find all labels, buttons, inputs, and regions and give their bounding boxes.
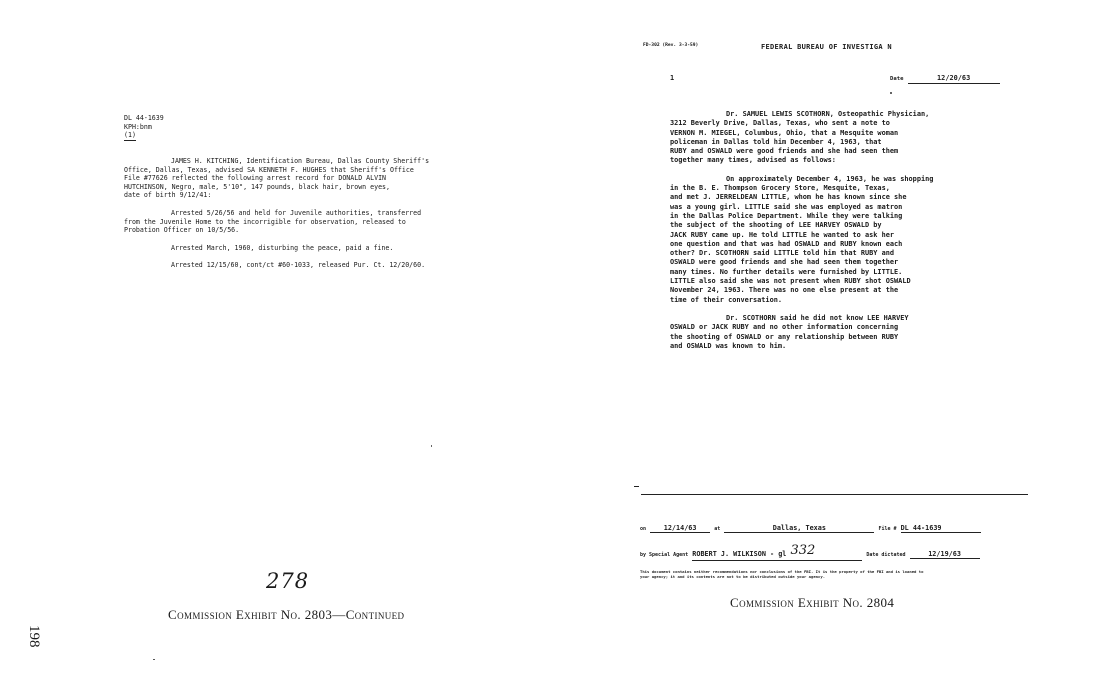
scan-speck — [153, 659, 155, 660]
on-label: on — [640, 526, 647, 532]
right-body — [670, 110, 933, 351]
dictated-label: Date dictated — [866, 552, 906, 558]
right-paragraph-1: Dr. SAMUEL LEWIS SCOTHORN, Osteopathic Physician, 3212 Beverly Drive, Dallas, Texas, who sent a note to VERNON M. MIEGEL, Columbus, Ohio, that a Mesquite woman policeman in Dallas told him December 4, 1963, that RUBY and OSWALD were good friends and she had seen them together many times, advised as follows: — [670, 110, 930, 165]
date-value: 12/20/63 — [908, 74, 1000, 84]
agent-name: ROBERT J. WILKISON - gl — [692, 550, 787, 558]
agency-heading: FEDERAL BUREAU OF INVESTIGA N — [761, 43, 892, 51]
interview-date: 12/14/63 — [650, 524, 710, 533]
right-exhibit-caption: Commission Exhibit No. 2804 — [730, 595, 895, 610]
initials: KPH:bnm — [124, 122, 152, 131]
agent-value-wrap — [692, 545, 862, 561]
left-paragraph-2: Arrested 5/26/56 and held for Juvenile authorities, transferred from the Juvenile Home to the incorrigible for observation, released to Probation Officer on 10/5/56. — [124, 208, 422, 235]
form-code: FD-302 (Rev. 3-3-59) — [643, 43, 699, 48]
scan-speck — [431, 445, 432, 447]
interview-line — [640, 524, 981, 533]
right-paragraph-3: Dr. SCOTHORN said he did not know LEE HARVEY OSWALD or JACK RUBY and no other information concerning the shooting of OSWALD or any relationship between RUBY and OSWALD was known to him. — [670, 313, 909, 350]
page-marker: 1 — [670, 74, 675, 82]
right-paragraph-2: On approximately December 4, 1963, he was shopping in the B. E. Thompson Grocery Store, Mesquite, Texas, and met J. JERRELDEAN LITTLE, whom he has known since she was a young girl. LITTLE said she was employed as matron in the Dallas Police Department. While they were talking the subject of the shooting of LEE HARVEY OSWALD by JACK RUBY came up. He told LITTLE he wanted to ask her one question and that was had OSWALD and RUBY known each other? Dr. SCOTHORN said LITTLE told him that RUBY and OSWALD were good friends and she had seen them together many times. No further details were furnished by LITTLE. LITTLE also said she was not present when RUBY shot OSWALD November 24, 1963. There was no one else present at the time of their conversation. — [670, 174, 934, 304]
left-file-reference — [124, 114, 164, 141]
at-label: at — [714, 526, 721, 532]
interview-location: Dallas, Texas — [724, 524, 874, 533]
file-label: File # — [878, 526, 897, 532]
agent-line — [640, 545, 980, 561]
left-exhibit-caption: Commission Exhibit No. 2803—Continued — [168, 607, 405, 622]
footer-divider — [641, 494, 1028, 495]
date-label: Date — [890, 76, 904, 82]
fbi-disclaimer: This document contains neither recommendations nor conclusions of the FBI. It is the property of the FBI and is loaned to your agency; it and its contents are not to be distributed outside your agency. — [640, 569, 924, 579]
file-number: DL 44-1639 — [124, 114, 164, 122]
left-paragraph-3: Arrested March, 1960, disturbing the peace, paid a fine. — [171, 243, 394, 252]
handwritten-page-number: 278 — [266, 569, 310, 593]
report-date — [890, 74, 1000, 84]
copy-number: (1) — [124, 131, 136, 140]
left-paragraph-1: JAMES H. KITCHING, Identification Bureau, Dallas County Sheriff's Office, Dallas, Texas, advised SA KENNETH F. HUGHES that Sheriff's Office File #77626 reflected the following arrest record for DONALD ALVIN HUTCHINSON, Negro, male, 5'10", 147 pounds, black hair, brown eyes, date of birth 9/12/41: — [124, 157, 430, 200]
scan-speck — [890, 92, 892, 94]
agent-label: by Special Agent — [640, 552, 689, 558]
left-paragraph-4: Arrested 12/15/60, cont/ct #60-1033, released Pur. Ct. 12/20/60. — [171, 261, 426, 270]
vertical-page-number: 198 — [26, 625, 42, 648]
dictated-value: 12/19/63 — [910, 550, 980, 559]
file-value: DL 44-1639 — [901, 524, 981, 533]
footer-divider-short — [634, 486, 639, 487]
agent-handwritten-number: 332 — [790, 543, 816, 558]
left-body — [124, 157, 429, 270]
